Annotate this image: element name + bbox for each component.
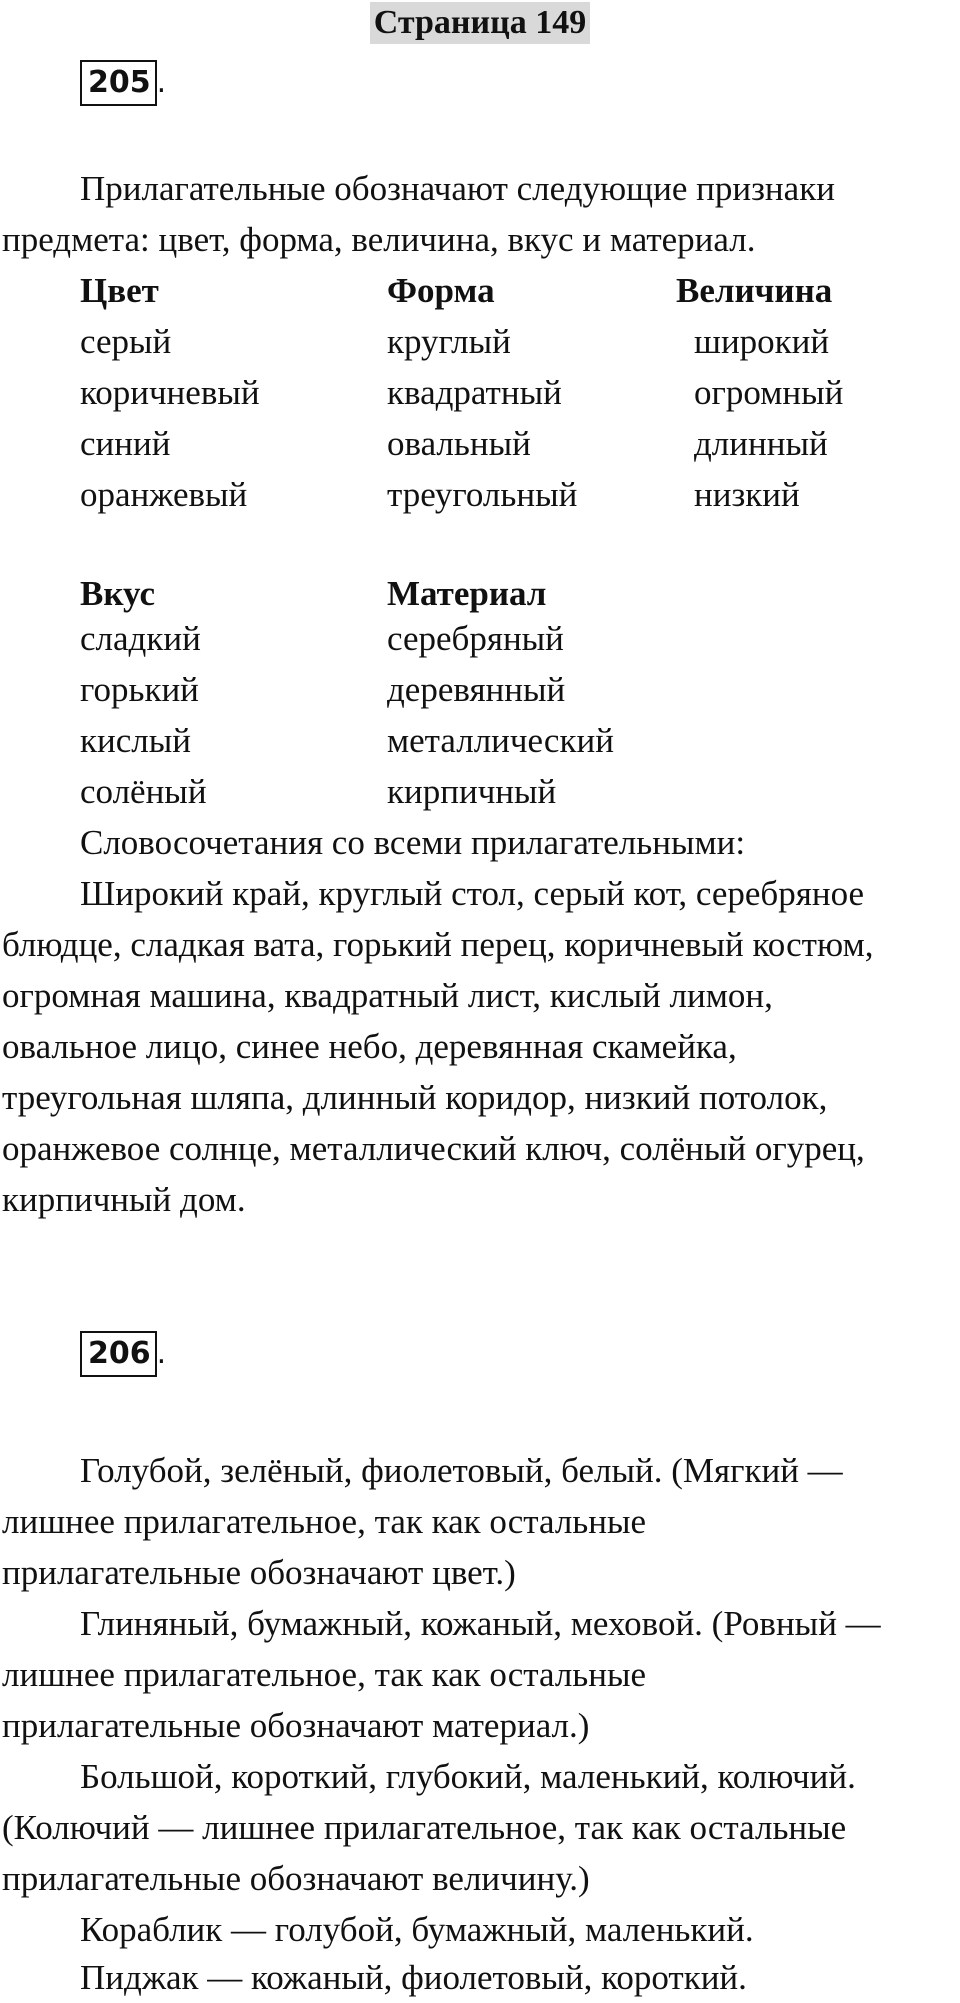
phrases-line: кирпичный дом. [2, 1180, 246, 1219]
phrases-title: Словосочетания со всеми прилагательными: [80, 823, 746, 862]
answer-line: Большой, короткий, глубокий, маленький, колючий. [80, 1757, 856, 1796]
answer-line: прилагательные обозначают цвет.) [2, 1553, 516, 1592]
table-cell: горький [80, 670, 199, 709]
table-cell: оранжевый [80, 475, 248, 514]
table-cell: металлический [387, 721, 614, 760]
table-cell: серебряный [387, 619, 564, 658]
table-cell: солёный [80, 772, 207, 811]
answer-line: Глиняный, бумажный, кожаный, меховой. (Ровный — [80, 1604, 881, 1643]
column-header-color: Цвет [80, 271, 159, 310]
column-header-size: Величина [676, 271, 833, 310]
table-cell: кирпичный [387, 772, 557, 811]
answer-line: (Колючий — лишнее прилагательное, так как остальные [2, 1808, 847, 1847]
table-cell: сладкий [80, 619, 201, 658]
task-number-206: 206 . [80, 1331, 166, 1377]
column-header-shape: Форма [387, 271, 495, 310]
table-cell: длинный [694, 424, 828, 463]
column-header-taste: Вкус [80, 574, 155, 613]
answer-line: лишнее прилагательное, так как остальные [2, 1502, 647, 1541]
phrases-line: огромная машина, квадратный лист, кислый лимон, [2, 976, 773, 1015]
table-cell: серый [80, 322, 172, 361]
page-title: Страница 149 [370, 2, 590, 44]
task-number-box: 205 [80, 60, 157, 106]
answer-line: прилагательные обозначают материал.) [2, 1706, 590, 1745]
table-cell: широкий [694, 322, 830, 361]
answer-line: Голубой, зелёный, фиолетовый, белый. (Мягкий — [80, 1451, 843, 1490]
answer-line: лишнее прилагательное, так как остальные [2, 1655, 647, 1694]
task-number-205: 205 . [80, 60, 166, 106]
table-cell: кислый [80, 721, 191, 760]
table-cell: овальный [387, 424, 531, 463]
page-header [0, 2, 960, 46]
table-cell: квадратный [387, 373, 562, 412]
intro-line-1: Прилагательные обозначают следующие признаки [80, 169, 835, 208]
table-cell: огромный [694, 373, 844, 412]
task-number-box: 206 [80, 1331, 157, 1377]
table-cell: круглый [387, 322, 511, 361]
answer-line: Пиджак — кожаный, фиолетовый, короткий. [80, 1958, 747, 1997]
table-cell: низкий [694, 475, 800, 514]
phrases-line: Широкий край, круглый стол, серый кот, серебряное [80, 874, 865, 913]
phrases-line: оранжевое солнце, металлический ключ, солёный огурец, [2, 1129, 865, 1168]
table-cell: деревянный [387, 670, 566, 709]
intro-line-2: предмета: цвет, форма, величина, вкус и материал. [2, 220, 756, 259]
column-header-material: Материал [387, 574, 547, 613]
answer-line: Кораблик — голубой, бумажный, маленький. [80, 1910, 754, 1949]
table-cell: коричневый [80, 373, 260, 412]
phrases-line: блюдце, сладкая вата, горький перец, коричневый костюм, [2, 925, 874, 964]
table-cell: синий [80, 424, 171, 463]
phrases-line: треугольная шляпа, длинный коридор, низкий потолок, [2, 1078, 828, 1117]
phrases-line: овальное лицо, синее небо, деревянная скамейка, [2, 1027, 737, 1066]
answer-line: прилагательные обозначают величину.) [2, 1859, 590, 1898]
table-cell: треугольный [387, 475, 578, 514]
